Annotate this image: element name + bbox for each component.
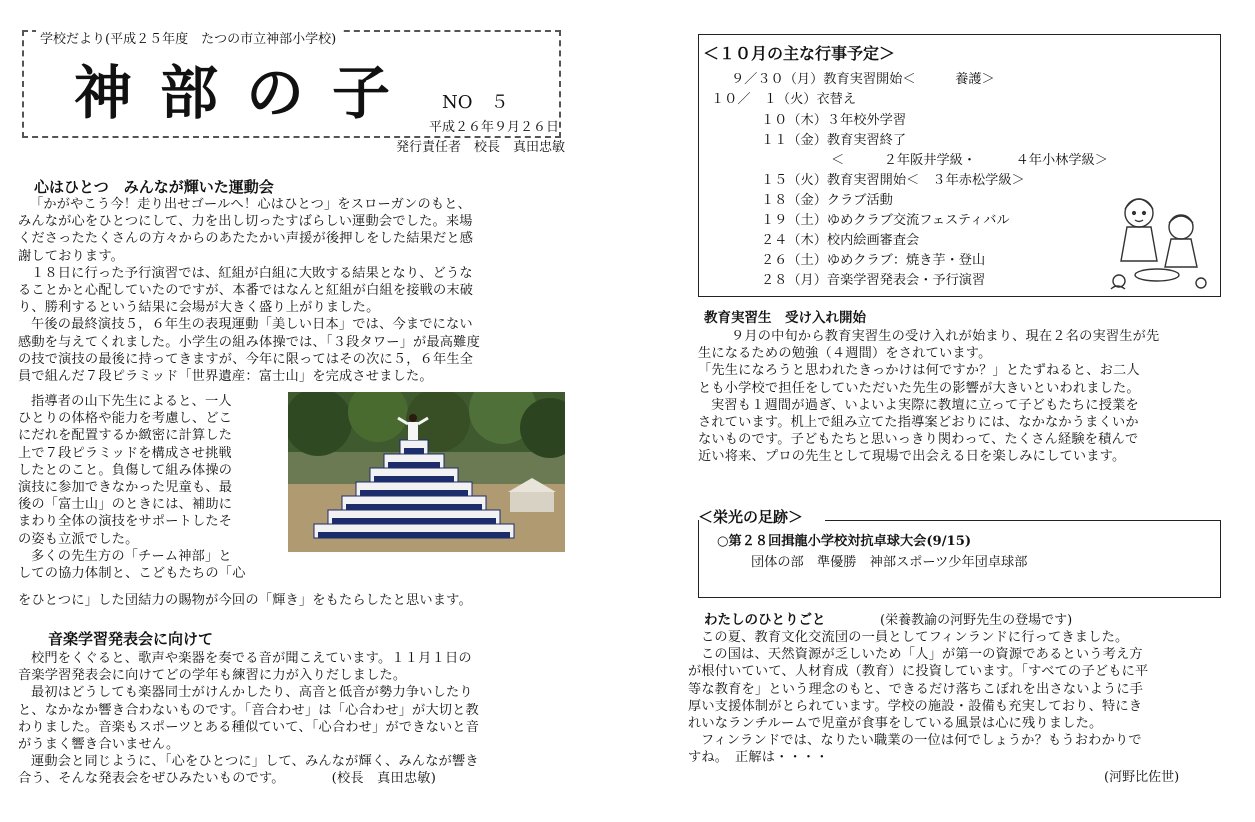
paragraph-line: ることかと心配していたのですが、本番ではなんと紅組が白組を接戦の末破	[18, 283, 474, 299]
pyramid-photo-illustration	[288, 392, 565, 552]
paragraph-line: ないものです。子どもたちと思いっきり関わって、たくさん経験を積んで	[698, 432, 1139, 448]
paragraph-line: まわり全体の演技をサポートしたそ	[18, 514, 233, 530]
event-row: １５（火）教育実習開始＜ ３年赤松学級＞	[761, 173, 1025, 188]
paragraph-line: 後の「富士山」のときには、補助に	[18, 497, 233, 513]
event-row: ２４（木）校内絵画審査会	[761, 233, 920, 248]
paragraph-line: 実習も１週間が過ぎ、いよいよ実際に教壇に立って子どもたちに授業を	[711, 397, 1139, 413]
monologue-subheading: (栄養教諭の河野先生の登場です)	[880, 613, 1073, 628]
paragraph-line: 合う、そんな発表会をぜひみたいものです。 (校長 真田忠敏)	[18, 771, 437, 787]
paragraph-line: をひとつに」した団結力の賜物が今回の「輝き」をもたらしたと思います。	[18, 593, 472, 608]
paragraph-line: 生になるための勉強（４週間）をされています。	[698, 346, 992, 362]
publisher: 発行責任者 校長 真田忠敏	[395, 140, 565, 155]
glory-box	[698, 520, 1221, 598]
sports-day-side-text	[18, 393, 246, 582]
glory-title: ＜栄光の足跡＞	[698, 508, 804, 526]
paragraph-line: れいなランチルームで児童が食事をしている風景は心に残りました。	[688, 716, 1103, 732]
paragraph-line: の姿も立派でした。	[18, 531, 139, 547]
paragraph-line: 「かがやこう今！走り出せゴールへ！心はひとつ」をスローガンのもと、	[30, 197, 471, 212]
masthead	[22, 30, 565, 155]
paragraph-line: がうまく響き合いません。	[18, 737, 180, 753]
paragraph-line: フィンランドでは、なりたい職業の一位は何でしょうか？もうおわかりで	[701, 733, 1142, 749]
event-row: １０／ １（火）衣替え	[711, 92, 857, 107]
paragraph-line: 等な教育を」という理念のもと、できるだけ落ちこぼれを出さないように手	[688, 681, 1144, 697]
glory-event: ○第２８回揖龍小学校対抗卓球大会(9/15)	[717, 534, 972, 549]
music-heading: 音楽学習発表会に向けて	[48, 630, 214, 648]
paragraph-line: 演技に参加できなかった児童も、最	[18, 480, 233, 496]
paragraph-line: しての協力体制と、こどもたちの「心	[18, 566, 246, 582]
paragraph-line: とも小学校で担任をしていただいた先生の影響が大きいといわれました。	[698, 380, 1140, 396]
paragraph-line: 感動を与えてくれました。小学生の組み体操では、「３段タワー」が最高難度	[18, 334, 480, 350]
monologue-signature: (河野比佐世)	[1104, 770, 1180, 785]
sports-day-heading: 心はひとつ みんなが輝いた運動会	[34, 178, 274, 196]
paragraph-line: 指導者の山下先生によると、一人	[31, 394, 232, 409]
sports-day-closing	[18, 592, 472, 609]
paragraph-line: 厚い支援体制がとられています。学校の施設・設備も充実しており、特にき	[688, 698, 1143, 714]
paragraph-line: 運動会と同じように、「心をひとつに」して、みんなが輝く、みんなが響き	[31, 754, 479, 770]
paragraph-line: 校門をくぐると、歌声や楽器を奏でる音が聞こえています。１１月１日の	[31, 651, 472, 666]
events-title: ＜１０月の主な行事予定＞	[703, 44, 896, 63]
monologue-heading: わたしのひとりごと	[704, 612, 826, 628]
masthead-header: 学校だより(平成２５年度 たつの市立神部小学校)	[36, 28, 340, 47]
paragraph-line: すね。 正解は・・・・	[688, 750, 829, 766]
paragraph-line: ひとりの体格や能力を考慮し、どこ	[18, 411, 233, 427]
paragraph-line: 近い将来、プロの先生として現場で出会える日を楽しみにしています。	[698, 449, 1126, 465]
paragraph-line: 音楽学習発表会に向けてどの学年も練習に力が入りだしました。	[18, 668, 407, 684]
newsletter-title: 神部の子	[74, 59, 419, 127]
event-row: １９（土）ゆめクラブ交流フェスティバル	[761, 213, 1010, 228]
paragraph-line: が根付いていて、人材育成（教育）に投資しています。「すべての子どもに平	[688, 664, 1149, 680]
paragraph-line: この国は、天然資源が乏しいため「人」が第一の資源であるという考え方	[701, 647, 1143, 663]
event-row: ２８（月）音楽学習発表会・予行演習	[761, 273, 986, 288]
event-row: ２６（土）ゆめクラブ：焼き芋・登山	[761, 253, 986, 268]
student-teacher-heading: 教育実習生 受け入れ開始	[704, 310, 866, 326]
paragraph-line: にだれを配置するか緻密に計算した	[18, 428, 233, 444]
paragraph-line: くださったたくさんの方々からのあたたかい声援が後押しをした結果だと感	[18, 231, 474, 247]
student-teacher-body	[698, 328, 1159, 466]
paragraph-line: り、勝利するという結果に会場が大きく盛り上がりました。	[18, 300, 380, 316]
event-row: １１（金）教育実習終了	[761, 133, 907, 148]
issue-number: NO ５	[442, 92, 509, 113]
paragraph-line: この夏、教育文化交流団の一員としてフィンランドに行ってきました。	[701, 630, 1129, 645]
paragraph-line: されています。机上で組み立てた指導案どおりには、なかなかうまくいか	[698, 415, 1139, 431]
children-illustration	[1107, 183, 1215, 293]
paragraph-line: 多くの先生方の「チーム神部」と	[31, 548, 232, 564]
event-row: １０（木）３年校外学習	[761, 113, 907, 128]
event-row: ＜ ２年阪井学級・ ４年小林学級＞	[831, 153, 1108, 168]
paragraph-line: 上で７段ピラミッドを構成させ挑戦	[18, 445, 232, 461]
human-pyramid-photo	[288, 392, 565, 552]
paragraph-line: と、なかなか響き合わないものです。「音合わせ」は「心合わせ」が大切と教	[18, 702, 479, 718]
sports-day-body	[18, 196, 480, 385]
october-events-box	[698, 34, 1221, 297]
event-row: ９／３０（月）教育実習開始＜ 養護＞	[731, 72, 995, 87]
paragraph-line: の技で演技の最後に持ってきますが、今年に限ってはその次に５，６年生全	[18, 351, 474, 367]
paragraph-line: 員で組んだ７段ピラミッド「世界遺産：富士山」を完成させました。	[18, 369, 433, 385]
paragraph-line: 最初はどうしても楽器同士がけんかしたり、高音と低音が勢力争いしたり	[31, 685, 473, 701]
paragraph-line: わりました。音楽もスポーツとある種似ていて、「心合わせ」ができないと音	[18, 719, 480, 735]
paragraph-line: １８日に行った予行演習では、紅組が白組に大敗する結果となり、どうな	[31, 265, 473, 281]
paragraph-line: 午後の最終演技５，６年生の表現運動「美しい日本」では、今までにない	[31, 317, 473, 333]
music-body	[18, 650, 479, 788]
paragraph-line: ９月の中旬から教育実習生の受け入れが始まり、現在２名の実習生が先	[731, 329, 1160, 344]
paragraph-line: みんなが心をひとつにして、力を出し切ったすばらしい運動会でした。来場	[18, 214, 473, 230]
monologue-body	[688, 629, 1148, 767]
paragraph-line: したとのこと。負傷して組み体操の	[18, 462, 233, 478]
paragraph-line: 「先生になろうと思われたきっかけは何ですか？」とたずねると、お二人	[698, 363, 1140, 379]
paragraph-line: 謝しております。	[18, 248, 125, 264]
issue-date: 平成２６年９月２６日	[429, 116, 559, 135]
glory-result: 団体の部 準優勝 神部スポーツ少年団卓球部	[751, 555, 1028, 570]
event-row: １８（金）クラブ活動	[761, 193, 893, 208]
